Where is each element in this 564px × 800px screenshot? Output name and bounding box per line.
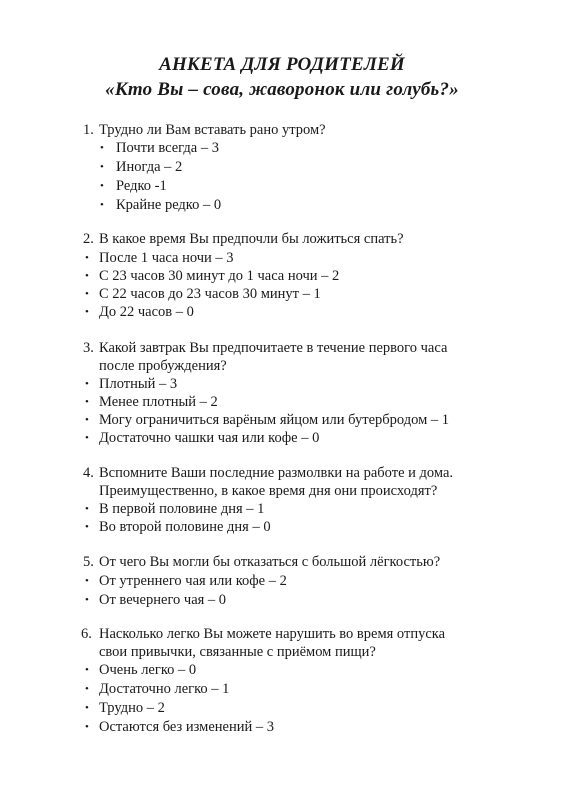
question-text: Трудно ли Вам вставать рано утром? <box>99 122 326 138</box>
bullet: • <box>85 270 89 282</box>
answer-option: В первой половине дня – 1 <box>99 501 265 517</box>
bullet: • <box>85 594 89 606</box>
bullet: • <box>100 180 104 192</box>
bullet: • <box>85 521 89 533</box>
bullet: • <box>100 142 104 154</box>
question-number: 6. <box>81 626 92 642</box>
answer-option: Почти всегда – 3 <box>116 140 219 156</box>
bullet: • <box>85 503 89 515</box>
bullet: • <box>85 396 89 408</box>
question-text: Вспомните Ваши последние размолвки на работе и дома. <box>99 465 454 481</box>
question-text: свои привычки, связанные с приёмом пищи? <box>99 644 376 660</box>
answer-option: От вечернего чая – 0 <box>99 592 227 608</box>
bullet: • <box>85 414 89 426</box>
answer-option: Менее плотный – 2 <box>99 394 218 410</box>
bullet: • <box>85 683 89 695</box>
bullet: • <box>85 721 89 733</box>
question-text: Преимущественно, в какое время дня они происходят? <box>99 483 438 499</box>
bullet: • <box>85 575 89 587</box>
question-number: 5. <box>83 554 94 570</box>
answer-option: Могу ограничиться варёным яйцом или бутербродом – 1 <box>99 412 449 428</box>
question-text: после пробуждения? <box>99 358 227 374</box>
bullet: • <box>85 702 89 714</box>
answer-option: Редко -1 <box>116 178 167 194</box>
question-number: 2. <box>83 231 94 247</box>
answer-option: От утреннего чая или кофе – 2 <box>99 573 287 589</box>
question-text: От чего Вы могли бы отказаться с большой лёгкостью? <box>99 554 441 570</box>
bullet: • <box>85 288 89 300</box>
answer-option: Остаются без изменений – 3 <box>99 719 275 735</box>
answer-option: Очень легко – 0 <box>99 662 197 678</box>
document-title: АНКЕТА ДЛЯ РОДИТЕЛЕЙ <box>159 54 405 75</box>
question-number: 4. <box>83 465 94 481</box>
question-text: В какое время Вы предпочли бы ложиться спать? <box>99 231 404 247</box>
bullet: • <box>85 378 89 390</box>
document-subtitle: «Кто Вы – сова, жаворонок или голубь?» <box>105 79 459 100</box>
answer-option: Плотный – 3 <box>99 376 178 392</box>
answer-option: С 22 часов до 23 часов 30 минут – 1 <box>99 286 321 302</box>
answer-option: С 23 часов 30 минут до 1 часа ночи – 2 <box>99 268 340 284</box>
bullet: • <box>85 432 89 444</box>
question-number: 3. <box>83 340 94 356</box>
bullet: • <box>85 252 89 264</box>
question-number: 1. <box>83 122 94 138</box>
answer-option: Достаточно легко – 1 <box>99 681 230 697</box>
answer-option: После 1 часа ночи – 3 <box>99 250 234 266</box>
answer-option: Иногда – 2 <box>116 159 183 175</box>
answer-option: Трудно – 2 <box>99 700 165 716</box>
answer-option: Крайне редко – 0 <box>116 197 222 213</box>
answer-option: До 22 часов – 0 <box>99 304 194 320</box>
answer-option: Достаточно чашки чая или кофе – 0 <box>99 430 320 446</box>
answer-option: Во второй половине дня – 0 <box>99 519 271 535</box>
bullet: • <box>100 161 104 173</box>
bullet: • <box>85 306 89 318</box>
bullet: • <box>85 664 89 676</box>
question-text: Какой завтрак Вы предпочитаете в течение первого часа <box>99 340 448 356</box>
question-text: Насколько легко Вы можете нарушить во время отпуска <box>99 626 446 642</box>
bullet: • <box>100 199 104 211</box>
